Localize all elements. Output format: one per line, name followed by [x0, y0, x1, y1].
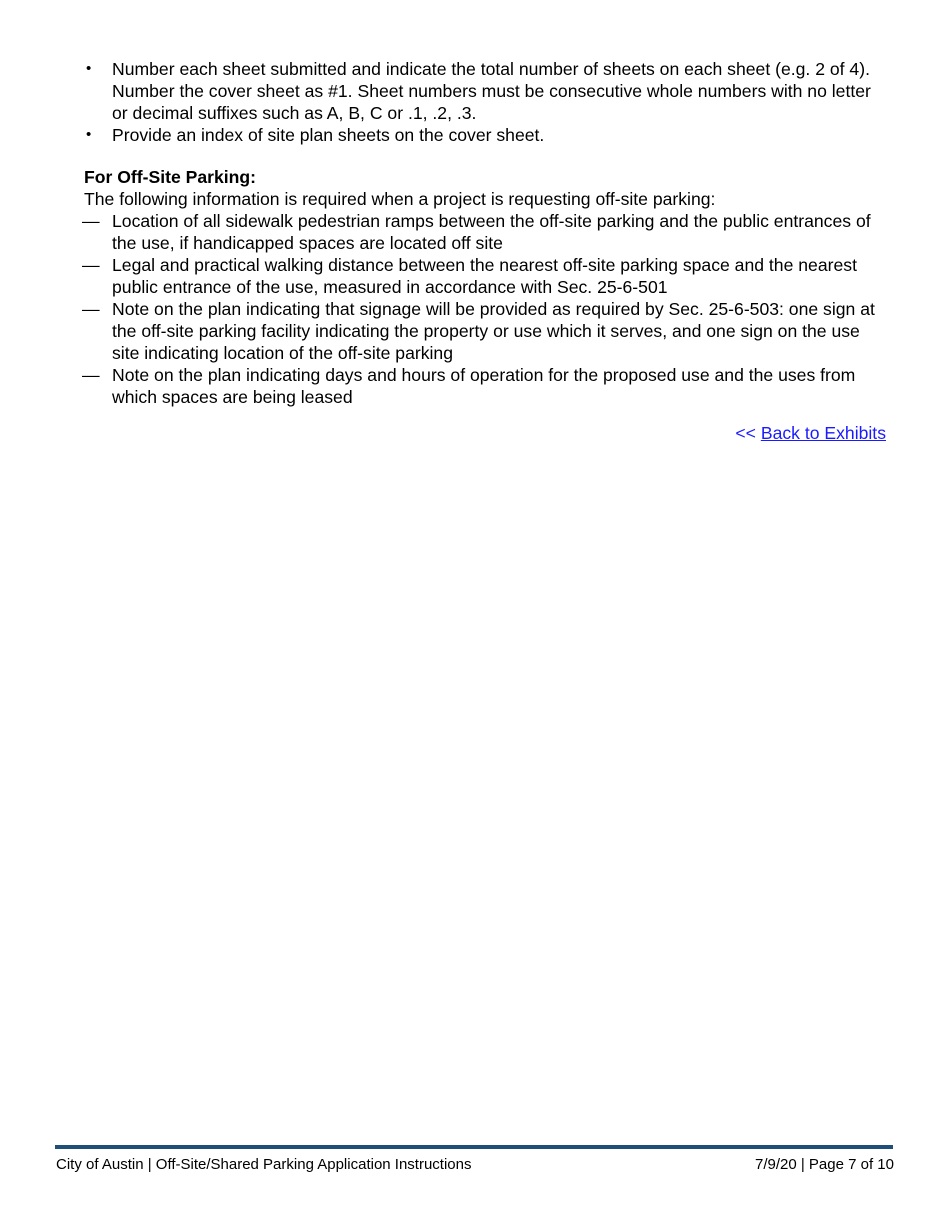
list-item-text: Note on the plan indicating days and hours of operation for the proposed use and the uses from which spaces are being leased [112, 365, 856, 407]
list-item [84, 364, 890, 408]
footer-divider [55, 1145, 893, 1149]
list-item-text: Note on the plan indicating that signage will be provided as required by Sec. 25-6-503: one sign at the off-site parking facility indicating the property or use which it serves, and one sign on the use site indicating location of the off-site parking [112, 299, 875, 363]
section-intro: The following information is required when a project is requesting off-site parking: [84, 189, 716, 209]
back-to-exhibits-link[interactable]: Back to Exhibits [760, 423, 886, 443]
list-item [84, 254, 890, 298]
list-item [84, 124, 890, 146]
list-item-text: Number each sheet submitted and indicate the total number of sheets on each sheet (e.g. 2 of 4). Number the cover sheet as #1. Sheet numbers must be consecutive whole numbers with no letter or decimal suffixes such as A, B, C or .1, .2, .3. [112, 59, 871, 123]
page-footer [56, 1156, 894, 1174]
dash-bullet-icon: — [82, 255, 100, 275]
dash-bullet-icon: — [82, 299, 100, 319]
back-link-row [84, 422, 890, 444]
bullet-icon: • [86, 60, 92, 77]
section-heading: For Off-Site Parking: [84, 167, 257, 187]
list-item-text: Provide an index of site plan sheets on the cover sheet. [112, 125, 545, 145]
dash-bullet-icon: — [82, 365, 100, 385]
list-item [84, 298, 890, 364]
document-body [84, 58, 890, 444]
list-item [84, 58, 890, 124]
list-item-text: Location of all sidewalk pedestrian ramps between the off-site parking and the public entrances of the use, if handicapped spaces are located off site [112, 211, 871, 253]
dash-bullet-icon: — [82, 211, 100, 231]
back-arrow-icon: << [735, 423, 756, 443]
bullet-icon: • [86, 126, 92, 143]
list-item [84, 210, 890, 254]
list-item-text: Legal and practical walking distance between the nearest off-site parking space and the nearest public entrance of the use, measured in accordance with Sec. 25-6-501 [112, 255, 857, 297]
footer-title: City of Austin | Off-Site/Shared Parking Application Instructions [56, 1156, 472, 1173]
footer-page-number: 7/9/20 | Page 7 of 10 [754, 1156, 894, 1173]
